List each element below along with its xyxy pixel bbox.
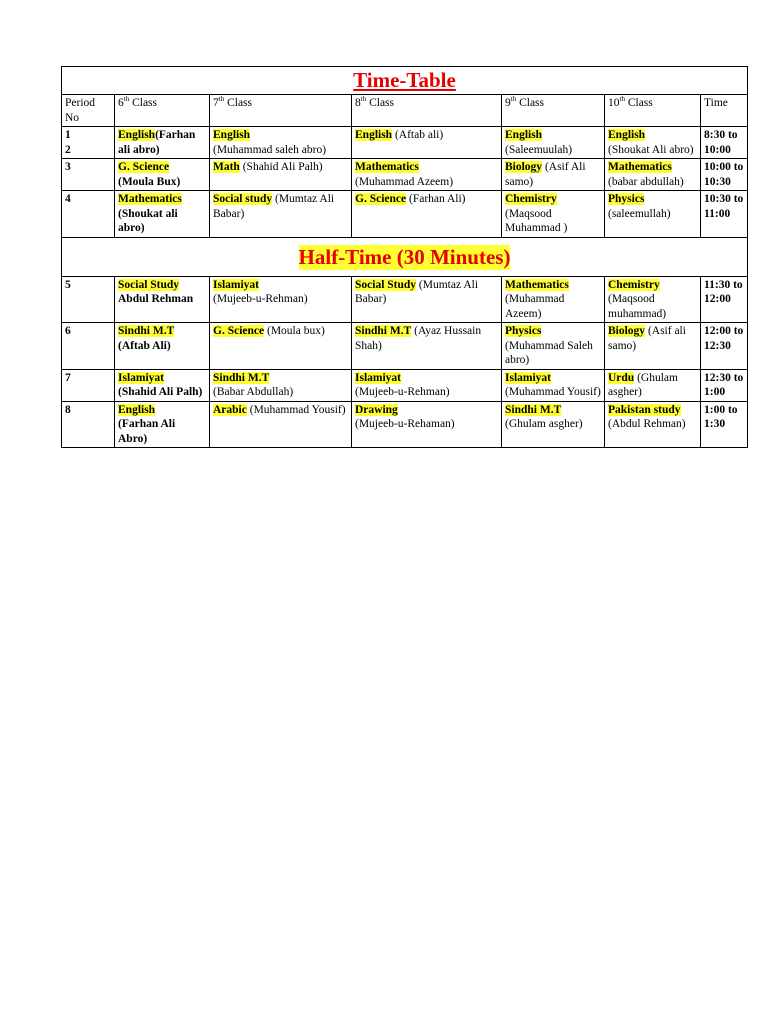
teacher-label: (Ghulam asgher) bbox=[608, 371, 678, 398]
class-cell bbox=[352, 127, 502, 159]
class-cell bbox=[210, 323, 352, 370]
class-cell bbox=[502, 401, 605, 448]
header-class-9: 9th Class bbox=[502, 95, 605, 127]
class-cell bbox=[502, 323, 605, 370]
subject-label: Urdu bbox=[608, 371, 635, 384]
teacher-label: (Aftab ali) bbox=[392, 129, 444, 141]
subject-label: Sindhi M.T bbox=[213, 371, 270, 384]
period-time: 12:00 to 12:30 bbox=[701, 323, 748, 370]
subject-label: G. Science bbox=[118, 161, 170, 173]
class-cell bbox=[352, 323, 502, 370]
teacher-label: (Moula Bux) bbox=[118, 175, 181, 188]
period-time: 12:30 to 1:00 bbox=[701, 369, 748, 401]
period-number: 8 bbox=[62, 401, 115, 448]
teacher-label: (Maqsood Muhammad ) bbox=[505, 207, 568, 234]
subject-label: Sindhi M.T bbox=[355, 325, 412, 337]
class-cell bbox=[605, 323, 701, 370]
subject-label: Mathematics bbox=[608, 161, 672, 173]
subject-label: Mathematics bbox=[118, 193, 182, 205]
period-number: 4 bbox=[62, 191, 115, 238]
title-cell bbox=[62, 67, 748, 95]
class-cell bbox=[352, 276, 502, 323]
header-period: Period No bbox=[62, 95, 115, 127]
table-row bbox=[62, 401, 748, 448]
teacher-label: (Farhan Ali) bbox=[406, 193, 466, 205]
teacher-label: (Moula bux) bbox=[264, 325, 325, 337]
teacher-label: (Mujeeb-u-Rehman) bbox=[355, 386, 450, 398]
class-cell bbox=[210, 401, 352, 448]
half-time-label: Half-Time (30 Minutes) bbox=[298, 245, 511, 269]
subject-label: Biology bbox=[505, 161, 543, 173]
class-cell bbox=[210, 159, 352, 191]
class-cell bbox=[115, 191, 210, 238]
title-row bbox=[62, 67, 748, 95]
timetable bbox=[61, 66, 748, 448]
teacher-label: (Shoukat Ali abro) bbox=[608, 143, 694, 156]
class-cell bbox=[352, 401, 502, 448]
subject-label: Social study bbox=[213, 193, 273, 205]
table-row bbox=[62, 369, 748, 401]
class-cell bbox=[210, 276, 352, 323]
class-cell bbox=[210, 127, 352, 159]
subject-label: Chemistry bbox=[505, 193, 557, 205]
period-number: 7 bbox=[62, 369, 115, 401]
subject-label: Sindhi M.T bbox=[505, 403, 562, 416]
period-time: 11:30 to 12:00 bbox=[701, 276, 748, 323]
teacher-label: (Asif Ali samo) bbox=[505, 161, 586, 188]
teacher-label: Abdul Rehman bbox=[118, 293, 194, 305]
teacher-label: (babar abdullah) bbox=[608, 175, 684, 188]
teacher-label: (Maqsood muhammad) bbox=[608, 293, 667, 320]
header-class-6: 6th Class bbox=[115, 95, 210, 127]
half-time-row bbox=[62, 237, 748, 276]
subject-label: Islamiyat bbox=[355, 371, 401, 384]
class-cell bbox=[115, 323, 210, 370]
teacher-label: (Ayaz Hussain Shah) bbox=[355, 325, 482, 352]
teacher-label: (Muhammad Azeem) bbox=[505, 293, 565, 320]
teacher-label: (Shoukat ali abro) bbox=[118, 207, 178, 234]
class-cell bbox=[502, 127, 605, 159]
teacher-label: (Shahid Ali Palh) bbox=[118, 386, 203, 398]
class-cell bbox=[605, 191, 701, 238]
class-cell bbox=[502, 159, 605, 191]
teacher-label: (Farhan ali abro) bbox=[118, 129, 196, 156]
teacher-label: (Muhammad saleh abro) bbox=[213, 143, 327, 156]
class-cell bbox=[605, 159, 701, 191]
subject-label: English bbox=[118, 129, 156, 141]
period-time: 1:00 to 1:30 bbox=[701, 401, 748, 448]
teacher-label: (Aftab Ali) bbox=[118, 339, 171, 352]
teacher-label: (Mumtaz Ali Babar) bbox=[355, 278, 479, 305]
half-time-cell bbox=[62, 237, 748, 276]
class-cell bbox=[605, 127, 701, 159]
subject-label: Sindhi M.T bbox=[118, 325, 175, 337]
teacher-label: (Muhammad Yousif) bbox=[246, 403, 346, 416]
subject-label: Islamiyat bbox=[505, 371, 551, 384]
subject-label: Chemistry bbox=[608, 278, 660, 291]
subject-label: Math bbox=[213, 161, 240, 173]
subject-label: Mathematics bbox=[355, 161, 419, 173]
teacher-label: (Shahid Ali Palh) bbox=[239, 161, 323, 173]
teacher-label: (Abdul Rehman) bbox=[608, 418, 686, 430]
teacher-label: (Muhammad Azeem) bbox=[355, 175, 454, 188]
class-cell bbox=[210, 191, 352, 238]
period-number: 1 2 bbox=[62, 127, 115, 159]
class-cell bbox=[115, 369, 210, 401]
teacher-label: (Muhammad Saleh abro) bbox=[505, 339, 593, 366]
teacher-label: (Muhammad Yousif) bbox=[505, 386, 601, 398]
header-class-8: 8th Class bbox=[352, 95, 502, 127]
subject-label: Drawing bbox=[355, 403, 398, 416]
class-cell bbox=[115, 159, 210, 191]
table-row bbox=[62, 159, 748, 191]
teacher-label: (Asif ali samo) bbox=[608, 325, 686, 352]
period-number: 6 bbox=[62, 323, 115, 370]
class-cell bbox=[502, 369, 605, 401]
header-class-7: 7th Class bbox=[210, 95, 352, 127]
class-cell bbox=[605, 369, 701, 401]
header-class-10: 10th Class bbox=[605, 95, 701, 127]
period-number: 5 bbox=[62, 276, 115, 323]
teacher-label: (Farhan Ali Abro) bbox=[118, 418, 176, 445]
teacher-label: (Mumtaz Ali Babar) bbox=[213, 193, 335, 220]
subject-label: English bbox=[505, 129, 543, 141]
class-cell bbox=[210, 369, 352, 401]
teacher-label: (Babar Abdullah) bbox=[213, 386, 294, 398]
class-cell bbox=[352, 191, 502, 238]
subject-label: English bbox=[118, 403, 156, 416]
table-row bbox=[62, 276, 748, 323]
teacher-label: (saleemullah) bbox=[608, 207, 671, 220]
table-row bbox=[62, 323, 748, 370]
subject-label: Physics bbox=[608, 193, 645, 205]
teacher-label: (Ghulam asgher) bbox=[505, 418, 583, 430]
subject-label: G. Science bbox=[355, 193, 407, 205]
class-cell bbox=[352, 369, 502, 401]
class-cell bbox=[115, 401, 210, 448]
subject-label: Pakistan study bbox=[608, 403, 681, 416]
header-row bbox=[62, 95, 748, 127]
subject-label: Social Study bbox=[355, 278, 417, 291]
subject-label: Arabic bbox=[213, 403, 247, 416]
class-cell bbox=[502, 191, 605, 238]
table-row bbox=[62, 191, 748, 238]
period-time: 8:30 to 10:00 bbox=[701, 127, 748, 159]
subject-label: Islamiyat bbox=[118, 371, 164, 384]
class-cell bbox=[115, 276, 210, 323]
class-cell bbox=[115, 127, 210, 159]
period-time: 10:30 to 11:00 bbox=[701, 191, 748, 238]
teacher-label: (Mujeeb-u-Rehman) bbox=[213, 293, 308, 305]
period-time: 10:00 to 10:30 bbox=[701, 159, 748, 191]
subject-label: Biology bbox=[608, 325, 646, 337]
subject-label: Mathematics bbox=[505, 278, 569, 291]
subject-label: Islamiyat bbox=[213, 278, 259, 291]
page-title: Time-Table bbox=[353, 68, 456, 92]
class-cell bbox=[605, 276, 701, 323]
subject-label: English bbox=[213, 129, 251, 141]
subject-label: Social Study bbox=[118, 278, 180, 291]
subject-label: English bbox=[355, 129, 393, 141]
subject-label: G. Science bbox=[213, 325, 265, 337]
teacher-label: (Mujeeb-u-Rehaman) bbox=[355, 418, 455, 430]
class-cell bbox=[605, 401, 701, 448]
class-cell bbox=[352, 159, 502, 191]
period-number: 3 bbox=[62, 159, 115, 191]
class-cell bbox=[502, 276, 605, 323]
header-time: Time bbox=[701, 95, 748, 127]
subject-label: Physics bbox=[505, 325, 542, 337]
subject-label: English bbox=[608, 129, 646, 141]
table-row bbox=[62, 127, 748, 159]
teacher-label: (Saleemuulah) bbox=[505, 143, 573, 156]
